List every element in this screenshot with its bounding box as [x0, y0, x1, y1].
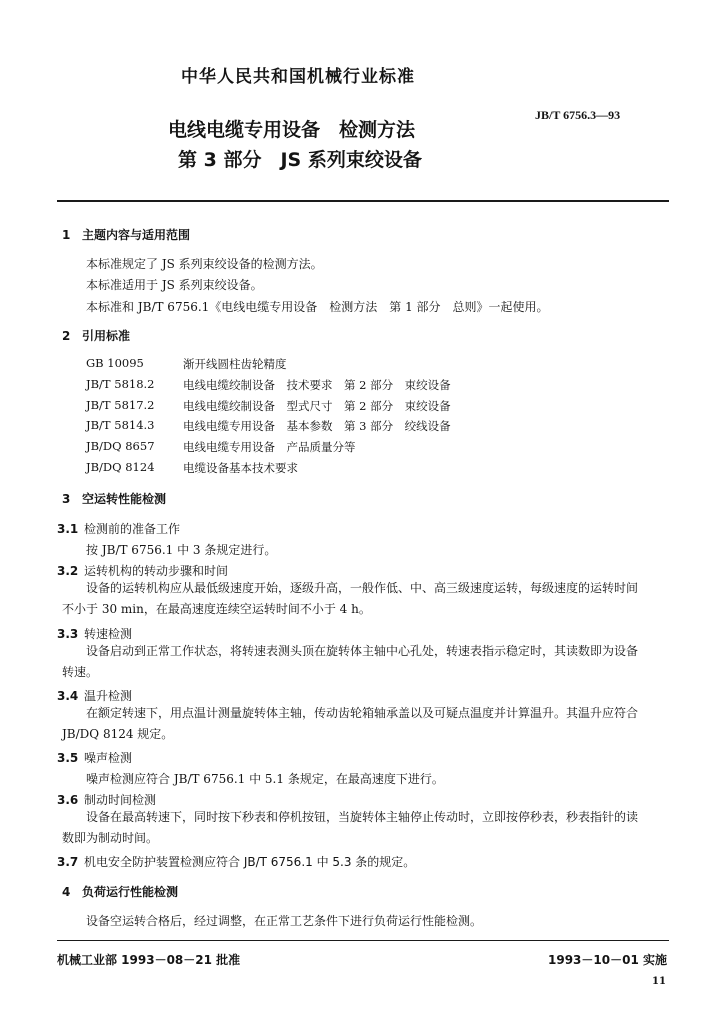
paragraph: [62, 578, 647, 620]
section-number: 4: [62, 885, 71, 899]
reference-title: 电线电缆专用设备 产品质量分等: [183, 440, 356, 454]
reference-code: JB/T 5818.2: [86, 377, 155, 391]
reference-row: [86, 377, 586, 393]
subsection-title: 温升检测: [84, 689, 133, 703]
header-divider: [57, 200, 669, 202]
document-title: 电线电缆专用设备 检测方法: [168, 119, 416, 141]
document-subtitle: 第 3 部分 JS 系列束绞设备: [178, 149, 422, 171]
section-number: 1: [62, 228, 71, 242]
subsection-number: 3.6: [57, 793, 79, 807]
standard-code: JB/T 6756.3—93: [535, 108, 621, 122]
subsection-3-2-heading: [57, 562, 228, 579]
subsection-title: 运转机构的转动步骤和时间: [84, 564, 229, 578]
paragraph-text: 设备启动到正常工作状态，将转速表测头顶在旋转体主轴中心孔处，转速表指示稳定时，其读数即为设备转速。: [62, 644, 639, 679]
reference-row: [86, 398, 586, 414]
paragraph: [62, 807, 647, 849]
subsection-title: 制动时间检测: [84, 793, 157, 807]
section-number: 2: [62, 329, 71, 343]
section-title: 空运转性能检测: [82, 492, 167, 506]
subsection-3-7-heading: [57, 853, 415, 870]
section-title: 主题内容与适用范围: [82, 228, 191, 242]
subsection-3-1-heading: [57, 520, 180, 537]
paragraph-text: 设备在最高转速下，同时按下秒表和停机按钮，当旋转体主轴停止传动时，立即按停秒表，秒表指针的读数即为制动时间。: [62, 810, 639, 845]
reference-title: 电线电缆绞制设备 技术要求 第 2 部分 束绞设备: [183, 378, 451, 392]
reference-code: GB 10095: [86, 356, 144, 370]
subsection-title: 转速检测: [84, 627, 133, 641]
reference-code: JB/DQ 8657: [86, 439, 155, 453]
subsection-title: 检测前的准备工作: [84, 522, 181, 536]
effective-date: 1993－10－01 实施: [548, 953, 667, 967]
paragraph: 按 JB/T 6756.1 中 3 条规定进行。: [86, 543, 277, 557]
page-number: 11: [652, 976, 666, 987]
paragraph: [62, 641, 647, 683]
section-title: 负荷运行性能检测: [82, 885, 179, 899]
section-4-heading: [62, 883, 178, 900]
paragraph: 设备空运转合格后，经过调整，在正常工艺条件下进行负荷运行性能检测。: [86, 914, 483, 928]
section-title: 引用标准: [82, 329, 131, 343]
reference-code: JB/DQ 8124: [86, 460, 155, 474]
subsection-3-5-heading: [57, 749, 132, 766]
footer-divider: [57, 940, 669, 941]
paragraph-text: 在额定转速下，用点温计测量旋转体主轴，传动齿轮箱轴承盖以及可疑点温度并计算温升。其温升应符合 JB/DQ 8124 规定。: [62, 706, 639, 741]
section-number: 3: [62, 492, 71, 506]
reference-title: 电线电缆绞制设备 型式尺寸 第 2 部分 束绞设备: [183, 399, 451, 413]
subsection-3-3-heading: [57, 625, 132, 642]
subsection-number: 3.2: [57, 564, 79, 578]
reference-title: 渐开线圆柱齿轮精度: [183, 357, 287, 371]
reference-code: JB/T 5817.2: [86, 398, 155, 412]
paragraph: 本标准和 JB/T 6756.1《电线电缆专用设备 检测方法 第 1 部分 总则》一起使用。: [86, 300, 549, 314]
subsection-number: 3.5: [57, 751, 79, 765]
approval-date: 机械工业部 1993－08－21 批准: [57, 953, 241, 967]
paragraph: [62, 703, 647, 745]
reference-title: 电线电缆专用设备 基本参数 第 3 部分 绞线设备: [183, 419, 451, 433]
paragraph: 本标准规定了 JS 系列束绞设备的检测方法。: [86, 257, 323, 271]
reference-row: [86, 418, 586, 434]
subsection-number: 3.3: [57, 627, 79, 641]
reference-code: JB/T 5814.3: [86, 418, 155, 432]
section-1-heading: [62, 226, 190, 243]
subsection-number: 3.4: [57, 689, 79, 703]
reference-row: [86, 460, 586, 476]
subsection-title: 机电安全防护装置检测应符合 JB/T 6756.1 中 5.3 条的规定。: [84, 855, 416, 869]
subsection-3-4-heading: [57, 687, 132, 704]
section-3-heading: [62, 490, 166, 507]
paragraph: 本标准适用于 JS 系列束绞设备。: [86, 278, 263, 292]
reference-row: [86, 356, 586, 372]
subsection-3-6-heading: [57, 791, 156, 808]
issuing-authority: 中华人民共和国机械行业标准: [181, 67, 415, 87]
reference-title: 电缆设备基本技术要求: [183, 461, 298, 475]
subsection-number: 3.7: [57, 855, 79, 869]
paragraph: 噪声检测应符合 JB/T 6756.1 中 5.1 条规定，在最高速度下进行。: [86, 772, 444, 786]
subsection-number: 3.1: [57, 522, 79, 536]
subsection-title: 噪声检测: [84, 751, 133, 765]
paragraph-text: 设备的运转机构应从最低级速度开始，逐级升高，一般作低、中、高三级速度运转，每级速度的运转时间不小于 30 min，在最高速度连续空运转时间不小于 4 h。: [62, 581, 639, 616]
section-2-heading: [62, 327, 130, 344]
reference-row: [86, 439, 586, 455]
